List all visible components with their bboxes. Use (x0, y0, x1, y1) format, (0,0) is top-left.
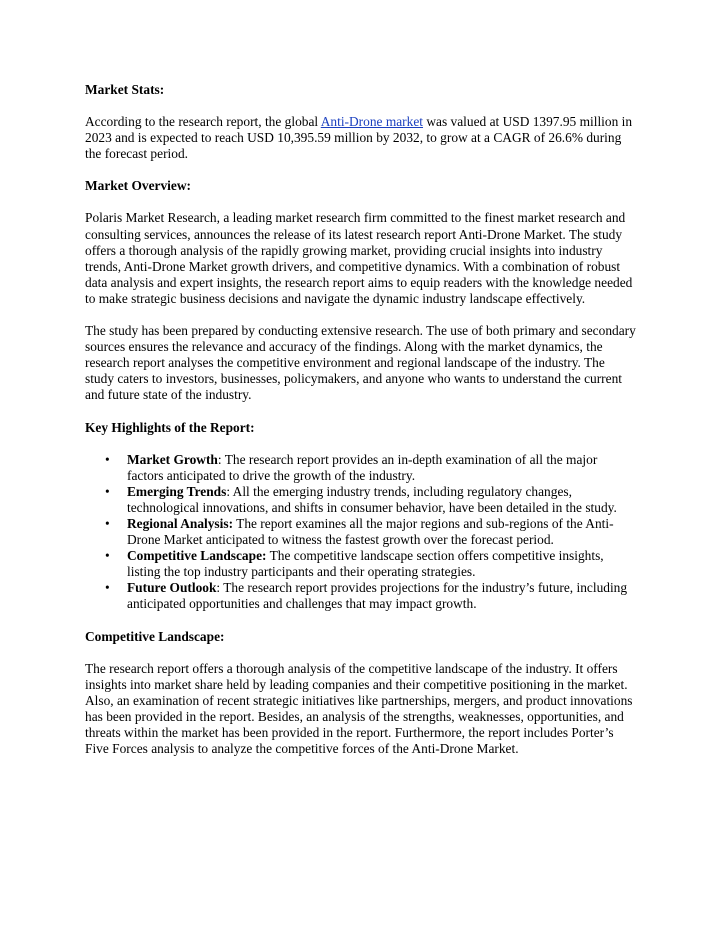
market-overview-paragraph-2: The study has been prepared by conducting extensive research. The use of both primary and secondary sources ensures the relevance and accuracy of the findings. Along with the market dynamics, the research report analyses the competitive environment and regional landscape of the industry. The study caters to investors, businesses, policymakers, and anyone who wants to understand the current and future state of the industry. (85, 323, 636, 403)
market-stats-heading: Market Stats: (85, 82, 165, 97)
highlight-text: The competitive landscape section offers competitive insights, listing the top industry participants and their operating strategies. (127, 548, 604, 580)
spacer (85, 404, 637, 420)
bullet-icon: • (105, 483, 110, 499)
key-highlights-heading: Key Highlights of the Report: (85, 419, 255, 435)
list-item (85, 580, 637, 612)
highlight-term: Competitive Landscape: (127, 548, 267, 564)
bullet-icon: • (105, 548, 110, 564)
bullet-icon: • (105, 451, 110, 467)
anti-drone-market-link[interactable]: Anti-Drone market (320, 114, 424, 130)
market-stats-text-before-link: According to the research report, the global (85, 114, 321, 130)
highlight-text: The research report provides projections for the industry’s future, including anticipated opportunities and challenges that may impact growth. (127, 580, 628, 612)
bullet-icon: • (105, 580, 110, 596)
list-item (85, 484, 637, 516)
key-highlights-list (85, 452, 637, 613)
list-item (85, 516, 637, 548)
bullet-icon: • (105, 515, 110, 531)
spacer (85, 307, 637, 323)
highlight-separator: : (216, 580, 221, 596)
spacer (85, 645, 637, 661)
highlight-term: Future Outlook (127, 580, 217, 596)
market-stats-paragraph (85, 114, 637, 162)
competitive-landscape-heading: Competitive Landscape: (85, 628, 225, 644)
list-item (85, 452, 637, 484)
highlight-term: Market Growth (127, 451, 218, 467)
highlight-term: Emerging Trends (127, 483, 227, 499)
market-overview-heading: Market Overview: (85, 178, 191, 194)
highlight-text: The report examines all the major regions and sub-regions of the Anti-Drone Market anticipated to witness the fastest growth over the forecast period. (127, 515, 614, 548)
spacer (85, 194, 637, 210)
spacer (85, 162, 637, 178)
highlight-term: Regional Analysis: (127, 515, 234, 531)
highlight-separator: : (217, 451, 222, 467)
highlight-text: The research report provides an in-depth examination of all the major factors anticipated to drive the growth of the industry. (127, 451, 598, 483)
highlight-separator: : (226, 483, 231, 499)
competitive-landscape-paragraph: The research report offers a thorough analysis of the competitive landscape of the industry. It offers insights into market share held by leading companies and their competitive positioning in the market. Also, an examination of recent strategic initiatives like partnerships, mergers, and product innovations has been provided in the report. Besides, an analysis of the strengths, weaknesses, opportunities, and threats within the market has been provided in the report. Furthermore, the report includes Porter’s Five Forces analysis to analyze the competitive forces of the Anti-Drone Market. (85, 660, 633, 757)
market-stats-text-after-link: was valued at USD 1397.95 million in 2023 and is expected to reach USD 10,395.59 million by 2032, to grow at a CAGR of 26.6% during the forecast period. (85, 114, 633, 162)
market-overview-paragraph-1: Polaris Market Research, a leading market research firm committed to the finest market research and consulting services, announces the release of its latest research report Anti-Drone Market. The study offers a thorough analysis of the rapidly growing market, providing crucial insights into industry trends, Anti-Drone Market growth drivers, and competitive dynamics. With a combination of robust data analysis and expert insights, the research report aims to equip readers with the knowledge needed to make strategic business decisions and navigate the dynamic industry landscape effectively. (85, 210, 633, 306)
document-page (85, 82, 637, 757)
spacer (85, 98, 637, 114)
spacer (85, 436, 637, 452)
spacer (85, 613, 637, 629)
list-item (85, 548, 637, 580)
highlight-text: All the emerging industry trends, including regulatory changes, technological innovations, and shifts in consumer behavior, have been detailed in the study. (127, 483, 617, 515)
